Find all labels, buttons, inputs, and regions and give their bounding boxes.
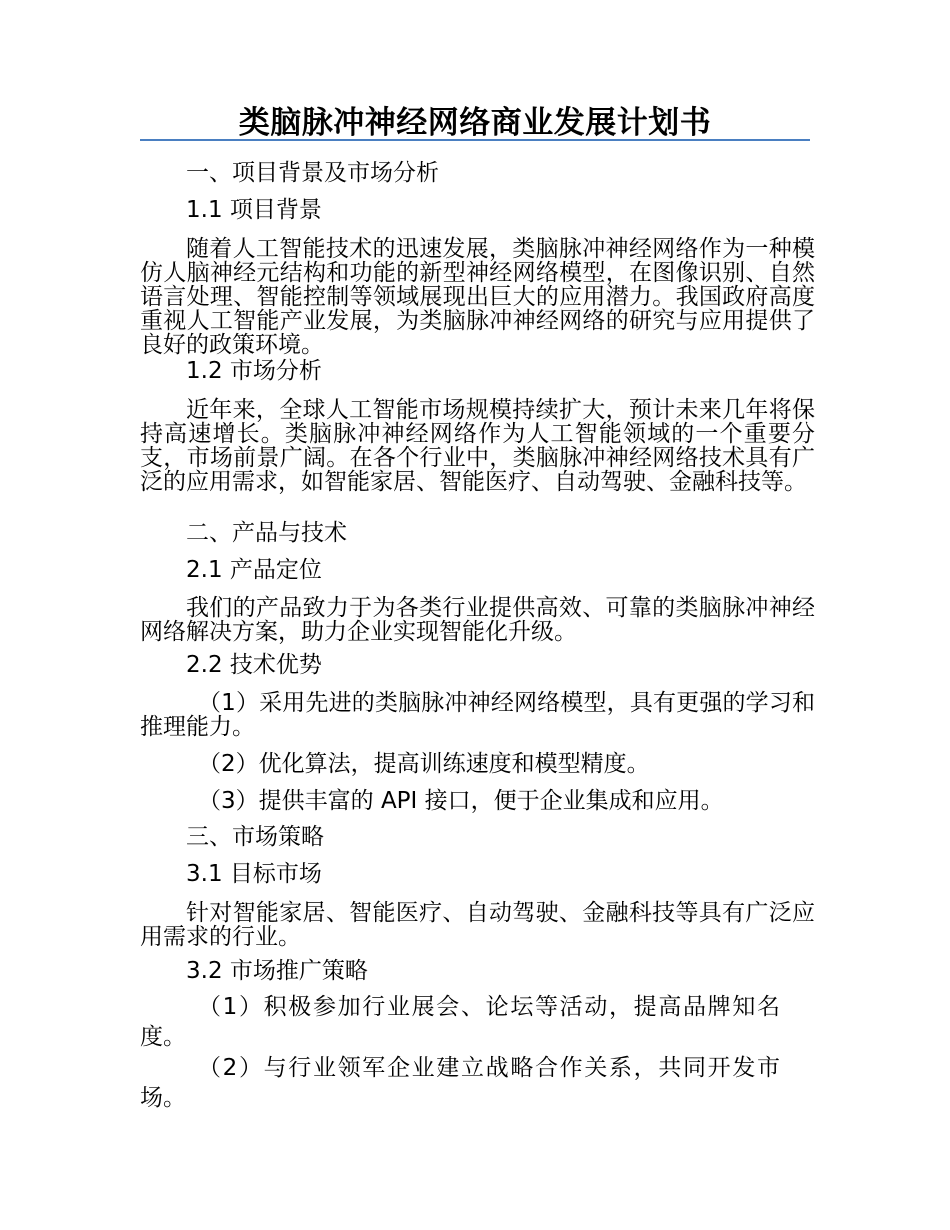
tech-advantage-3: （3）提供丰富的 API 接口，便于企业集成和应用。 <box>198 788 724 814</box>
marketing-strategy-1: （1）积极参加行业展会、论坛等活动，提高品牌知名度。 <box>140 994 780 1050</box>
section2-2-heading: 2.2 技术优势 <box>186 652 322 678</box>
section3-heading: 三、市场策略 <box>186 824 324 850</box>
section3-2-heading: 3.2 市场推广策略 <box>186 958 368 984</box>
section1-2-body: 近年来，全球人工智能市场规模持续扩大，预计未来几年将保持高速增长。类脑脉冲神经网络作为人工智能领域的一个重要分支，市场前景广阔。在各个行业中，类脑脉冲神经网络技术具有广泛的应用需求，如智能家居、智能医疗、自动驾驶、金融科技等。 <box>140 397 815 495</box>
section1-1-body: 随着人工智能技术的迅速发展，类脑脉冲神经网络作为一种模仿人脑神经元结构和功能的新型神经网络模型，在图像识别、自然语言处理、智能控制等领域展现出巨大的应用潜力。我国政府高度重视人工智能产业发展，为类脑脉冲神经网络的研究与应用提供了良好的政策环境。 <box>140 236 815 358</box>
section1-heading: 一、项目背景及市场分析 <box>186 160 439 186</box>
section2-1-heading: 2.1 产品定位 <box>186 557 322 583</box>
tech-advantage-2: （2）优化算法，提高训练速度和模型精度。 <box>198 751 650 777</box>
document-title: 类脑脉冲神经网络商业发展计划书 <box>238 105 712 141</box>
tech-advantage-1: （1）采用先进的类脑脉冲神经网络模型，具有更强的学习和推理能力。 <box>140 690 815 740</box>
title-underline <box>140 139 810 141</box>
section1-2-heading: 1.2 市场分析 <box>186 358 322 384</box>
section2-heading: 二、产品与技术 <box>186 520 347 546</box>
section1-1-heading: 1.1 项目背景 <box>186 197 322 223</box>
section2-1-body: 我们的产品致力于为各类行业提供高效、可靠的类脑脉冲神经网络解决方案，助力企业实现智能化升级。 <box>140 595 815 645</box>
section3-1-heading: 3.1 目标市场 <box>186 861 322 887</box>
section3-1-body: 针对智能家居、智能医疗、自动驾驶、金融科技等具有广泛应用需求的行业。 <box>140 900 815 950</box>
marketing-strategy-2: （2）与行业领军企业建立战略合作关系，共同开发市场。 <box>140 1055 780 1111</box>
